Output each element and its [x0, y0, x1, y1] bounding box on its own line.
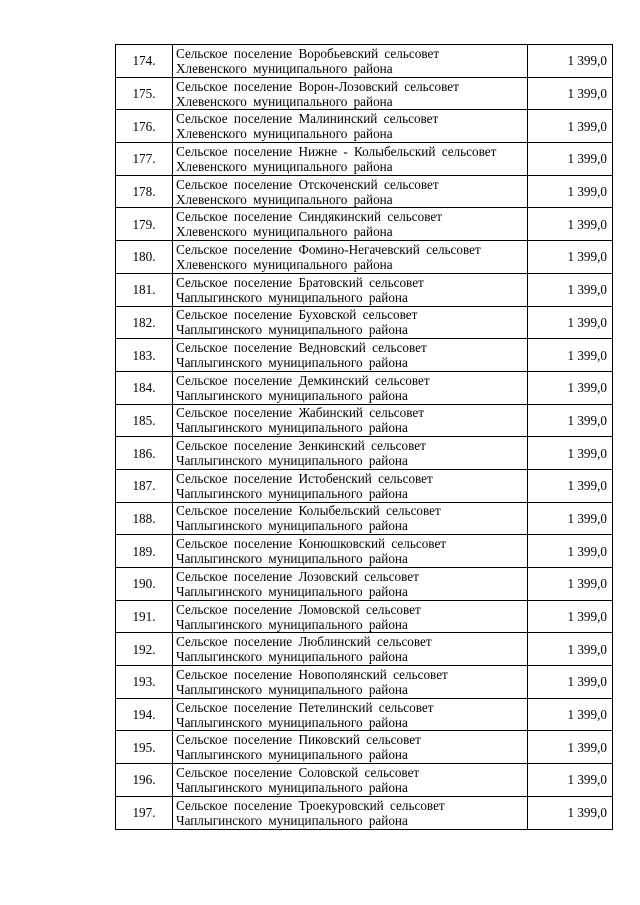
table-row [116, 208, 613, 241]
table-row [116, 469, 613, 502]
settlement-name-line1: Сельское поселение Малининский сельсовет [176, 111, 439, 127]
settlement-name [173, 208, 528, 241]
settlement-name [173, 175, 528, 208]
amount: 1 399,0 [528, 339, 613, 372]
amount: 1 399,0 [528, 241, 613, 274]
amount: 1 399,0 [528, 306, 613, 339]
settlement-name [173, 339, 528, 372]
settlement-name [173, 731, 528, 764]
settlement-name-line2: Чаплыгинского муниципального района [176, 747, 408, 763]
amount: 1 399,0 [528, 371, 613, 404]
table-row [116, 796, 613, 829]
table-row [116, 502, 613, 535]
amount: 1 399,0 [528, 633, 613, 666]
settlement-name-line2: Чаплыгинского муниципального района [176, 289, 408, 305]
settlement-name [173, 404, 528, 437]
settlement-name [173, 502, 528, 535]
settlement-name [173, 45, 528, 78]
settlement-name-line1: Сельское поселение Люблинский сельсовет [176, 634, 432, 650]
settlement-name [173, 469, 528, 502]
settlement-name [173, 796, 528, 829]
settlement-name-line1: Сельское поселение Петелинский сельсовет [176, 699, 434, 715]
settlement-name-line2: Чаплыгинского муниципального района [176, 518, 408, 534]
settlement-name-line1: Сельское поселение Отскоченский сельсовет [176, 176, 439, 192]
settlement-name-line1: Сельское поселение Зенкинский сельсовет [176, 438, 426, 454]
table-row [116, 306, 613, 339]
settlement-name-line2: Хлевенского муниципального района [176, 60, 393, 76]
row-number: 191. [116, 600, 173, 633]
table-row [116, 371, 613, 404]
amount: 1 399,0 [528, 568, 613, 601]
amount: 1 399,0 [528, 666, 613, 699]
row-number: 176. [116, 110, 173, 143]
settlement-name-line1: Сельское поселение Братовский сельсовет [176, 274, 424, 290]
amount: 1 399,0 [528, 208, 613, 241]
table-row [116, 110, 613, 143]
row-number: 178. [116, 175, 173, 208]
table-row [116, 731, 613, 764]
settlement-name [173, 633, 528, 666]
settlement-name-line1: Сельское поселение Истобенский сельсовет [176, 470, 433, 486]
settlement-name-line1: Сельское поселение Лозовский сельсовет [176, 568, 419, 584]
settlement-name-line1: Сельское поселение Троекуровский сельсовет [176, 797, 445, 813]
settlement-name [173, 568, 528, 601]
settlement-name [173, 600, 528, 633]
row-number: 182. [116, 306, 173, 339]
settlement-name [173, 110, 528, 143]
settlement-name-line2: Чаплыгинского муниципального района [176, 681, 408, 697]
settlement-name-line2: Чаплыгинского муниципального района [176, 812, 408, 828]
amount: 1 399,0 [528, 698, 613, 731]
table-row [116, 273, 613, 306]
settlement-name [173, 764, 528, 797]
row-number: 186. [116, 437, 173, 470]
settlement-name-line2: Чаплыгинского муниципального района [176, 355, 408, 371]
row-number: 197. [116, 796, 173, 829]
settlement-name-line1: Сельское поселение Жабинский сельсовет [176, 405, 424, 421]
settlement-name-line1: Сельское поселение Буховской сельсовет [176, 307, 418, 323]
row-number: 189. [116, 535, 173, 568]
settlement-name [173, 77, 528, 110]
settlement-name-line1: Сельское поселение Воробьевский сельсовет [176, 45, 440, 61]
row-number: 196. [116, 764, 173, 797]
settlement-name [173, 273, 528, 306]
settlement-name-line1: Сельское поселение Демкинский сельсовет [176, 372, 430, 388]
settlement-name-line1: Сельское поселение Фомино-Негачевский сельсовет [176, 241, 481, 257]
settlement-name-line2: Чаплыгинского муниципального района [176, 779, 408, 795]
amount: 1 399,0 [528, 764, 613, 797]
settlement-name-line2: Чаплыгинского муниципального района [176, 583, 408, 599]
row-number: 193. [116, 666, 173, 699]
settlement-name [173, 371, 528, 404]
row-number: 194. [116, 698, 173, 731]
table-row [116, 600, 613, 633]
table-row [116, 175, 613, 208]
settlement-name [173, 143, 528, 176]
table-row [116, 764, 613, 797]
table-row [116, 241, 613, 274]
settlement-name-line2: Чаплыгинского муниципального района [176, 420, 408, 436]
table-row [116, 45, 613, 78]
row-number: 188. [116, 502, 173, 535]
amount: 1 399,0 [528, 437, 613, 470]
row-number: 190. [116, 568, 173, 601]
row-number: 179. [116, 208, 173, 241]
table-row [116, 339, 613, 372]
row-number: 180. [116, 241, 173, 274]
table-row [116, 666, 613, 699]
row-number: 177. [116, 143, 173, 176]
settlement-name-line2: Чаплыгинского муниципального района [176, 616, 408, 632]
row-number: 175. [116, 77, 173, 110]
table-row [116, 535, 613, 568]
settlement-name-line1: Сельское поселение Ломовской сельсовет [176, 601, 421, 617]
settlement-name [173, 666, 528, 699]
amount: 1 399,0 [528, 273, 613, 306]
settlement-name-line2: Чаплыгинского муниципального района [176, 551, 408, 567]
table-row [116, 568, 613, 601]
settlement-name [173, 437, 528, 470]
amount: 1 399,0 [528, 600, 613, 633]
amount: 1 399,0 [528, 45, 613, 78]
settlement-name [173, 241, 528, 274]
settlement-name [173, 698, 528, 731]
row-number: 174. [116, 45, 173, 78]
settlement-name-line1: Сельское поселение Колыбельский сельсовет [176, 503, 441, 519]
settlement-name-line2: Чаплыгинского муниципального района [176, 649, 408, 665]
settlement-name-line2: Чаплыгинского муниципального района [176, 714, 408, 730]
settlement-name-line1: Сельское поселение Конюшковский сельсовет [176, 536, 447, 552]
amount: 1 399,0 [528, 404, 613, 437]
settlement-name-line1: Сельское поселение Ведновский сельсовет [176, 340, 427, 356]
settlement-name-line1: Сельское поселение Соловской сельсовет [176, 764, 420, 780]
table-row [116, 698, 613, 731]
settlement-name-line2: Хлевенского муниципального района [176, 126, 393, 142]
amount: 1 399,0 [528, 731, 613, 764]
settlement-name-line2: Чаплыгинского муниципального района [176, 322, 408, 338]
settlement-name-line2: Хлевенского муниципального района [176, 158, 393, 174]
table-row [116, 404, 613, 437]
settlement-name-line2: Хлевенского муниципального района [176, 256, 393, 272]
settlement-name-line1: Сельское поселение Пиковский сельсовет [176, 732, 421, 748]
amount: 1 399,0 [528, 143, 613, 176]
row-number: 185. [116, 404, 173, 437]
settlement-name-line1: Сельское поселение Нижне - Колыбельский сельсовет [176, 143, 497, 159]
settlement-name-line1: Сельское поселение Ворон-Лозовский сельсовет [176, 78, 459, 94]
amount: 1 399,0 [528, 175, 613, 208]
amount: 1 399,0 [528, 469, 613, 502]
settlement-name-line2: Чаплыгинского муниципального района [176, 387, 408, 403]
table-row [116, 633, 613, 666]
amount: 1 399,0 [528, 535, 613, 568]
amount: 1 399,0 [528, 110, 613, 143]
row-number: 192. [116, 633, 173, 666]
table-row [116, 77, 613, 110]
amount: 1 399,0 [528, 77, 613, 110]
allocation-table-body [116, 45, 613, 830]
amount: 1 399,0 [528, 796, 613, 829]
settlement-name-line2: Хлевенского муниципального района [176, 191, 393, 207]
row-number: 181. [116, 273, 173, 306]
row-number: 187. [116, 469, 173, 502]
table-row [116, 437, 613, 470]
settlement-name-line2: Чаплыгинского муниципального района [176, 453, 408, 469]
settlement-name [173, 306, 528, 339]
settlement-name-line2: Хлевенского муниципального района [176, 224, 393, 240]
settlement-name [173, 535, 528, 568]
settlement-name-line2: Хлевенского муниципального района [176, 93, 393, 109]
row-number: 183. [116, 339, 173, 372]
settlement-name-line1: Сельское поселение Новополянский сельсовет [176, 666, 448, 682]
settlement-name-line1: Сельское поселение Синдякинский сельсовет [176, 209, 443, 225]
row-number: 195. [116, 731, 173, 764]
amount: 1 399,0 [528, 502, 613, 535]
table-row [116, 143, 613, 176]
row-number: 184. [116, 371, 173, 404]
allocation-table [115, 44, 613, 830]
settlement-name-line2: Чаплыгинского муниципального района [176, 485, 408, 501]
